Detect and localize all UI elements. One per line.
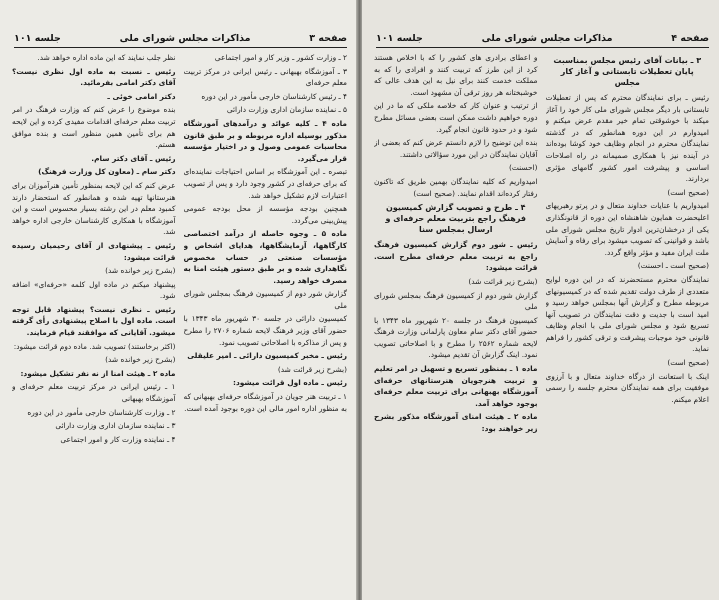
text-paragraph: ۱ ـ رئیس ایرانی در مرکز تربیت معلم حرفه‌ای و آموزشگاه بهبهانی: [12, 382, 176, 404]
text-paragraph: نمایندگان محترم مستحضرند که در این دوره لوایح متعددی از طرف دولت تقدیم شده که در کمیسیونهای مربوطه مطرح و گزارش آنها بمجلس خواهد رسید و امید است با جدیت و دقت نمایندگان در تصویب آنها تسریع شود و مجلس شورای ملی با انجام وظایف قانونی خود موجبات پیشرفت و ترقی کشور را فراهم نماید.: [545, 274, 709, 354]
text-paragraph: کمیسیون دارائی در جلسه ۳۰ شهریور ماه ۱۳۴۳ با حضور آقای وزیر فرهنگ لایحه شماره ۲۷۰۶ را مطرح و پس از مذاکره با اصلاحاتی تصویب نمود.: [183, 314, 347, 347]
right-page-col-right: [546, 52, 710, 600]
text-paragraph: (صحیح است): [667, 358, 709, 368]
header-rule: [376, 47, 709, 48]
speaker-paragraph: رئیس ـ ماده اول قرائت میشود:: [233, 378, 347, 388]
text-paragraph: بنده موضوع را عرض کنم که وزارت فرهنگ در امر تربیت معلم حرفه‌ای اقدامات مفیدی کرده و این لایحه هم برای تأمین همین منظور است و بنده موافق هستم.: [12, 105, 176, 150]
text-paragraph: (بشرح زیر قرائت شد): [277, 364, 347, 374]
text-paragraph: پیشنهاد میکنم در ماده اول کلمه «حرفه‌ای» اضافه شود.: [12, 279, 176, 301]
text-paragraph: امیدواریم با عنایات خداوند متعال و در پرتو رهبریهای اعلیحضرت همایون شاهنشاه این دوره از قانونگذاری یکی از درخشان‌ترین ادوار تاریخ مجلس شورای ملی باشد و قوانینی که تصویب میشود برای رفاه و آسایش ملت ایران مفید و مؤثر واقع گردد.: [545, 201, 709, 257]
left-page-header: [14, 30, 347, 46]
text-paragraph: بنده این توضیح را لازم دانستم عرض کنم که بعضی از آقایان نمایندگان در این مورد سؤالاتی داشتند.: [374, 138, 538, 159]
article-paragraph: ماده ۵ ـ وجوه حاصله از درآمد اختصاصی کارگاهها، آزمایشگاهها، هدایای اشخاص و مؤسسات صنعتی در حساب مخصوص نگاهداری شده و بر طبق دستور هیئت امنا به مصرف خواهد رسید.: [183, 229, 347, 285]
speaker-paragraph: رئیس ـ مخبر کمیسیون دارائی ـ امیر علیقلی: [187, 351, 347, 361]
speaker-paragraph: رئیس ـ نسبت به ماده اول نظری نیست؟ آقای دکتر امامی بفرمائید.: [12, 66, 176, 88]
text-paragraph: (احسنت): [509, 163, 538, 173]
speaker-paragraph: دکتر امامی خوئی ـ: [107, 91, 176, 101]
text-paragraph: (بشرح زیر خوانده شد): [105, 266, 176, 276]
text-paragraph: ۵ ـ نماینده سازمان اداری وزارت دارائی: [226, 105, 347, 115]
article-paragraph: ماده ۲ ـ هیئت امنا از نه نفر تشکیل میشود:: [20, 368, 176, 378]
text-paragraph: تبصره ـ این آموزشگاه بر اساس احتیاجات نماینده‌ای که برای حرفه‌ای در کشور وجود دارد و پس از تصویب اعتبارات لازم تشکیل خواهد شد.: [183, 167, 347, 200]
speaker-paragraph: رئیس ـ پیشنهادی از آقای رحیمیان رسیده قرائت میشود:: [12, 240, 176, 262]
article-paragraph: ماده ۱ ـ بمنظور تسریع و تسهیل در امر تعلیم و تربیت هنرجویان هنرستانهای حرفه‌ای آموزشگاه بهبهانی برای تربیت معلم حرفه‌ای بوجود خواهد آمد.: [374, 364, 538, 408]
right-page-session: جلسه ۱۰۱: [376, 32, 423, 44]
left-page-col-left: [12, 52, 176, 600]
left-page-number: صفحه ۳: [309, 32, 347, 44]
speaker-paragraph: رئیس ـ شور دوم گزارش کمیسیون فرهنگ راجع به تربیت معلم حرفه‌ای مطرح است. قرائت میشود:: [374, 240, 538, 273]
text-paragraph: (بشرح زیر قرائت شد): [468, 276, 538, 286]
left-page: [0, 0, 357, 600]
text-paragraph: (اکثر برخاستند) تصویب شد. ماده دوم قرائت میشود:: [13, 341, 176, 351]
text-paragraph: رئیس ـ برای نمایندگان محترم که پس از تعطیلات تابستانی بار دیگر مجلس شورای ملی کار خود را آغاز میکند با خوشوقتی تمام خیر مقدم عرض میکنم و امیدوارم در این دوره همانطور که در گذشته نمایندگان محترم در انجام وظایف خود کوشا بوده‌اند در آینده نیز با همکاری صمیمانه در راه اصلاحات اساسی و پیشرفت امور کشور گامهای مؤثری بردارند.: [545, 93, 709, 184]
left-page-session: جلسه ۱۰۱: [14, 32, 61, 44]
text-paragraph: همچنین بودجه مؤسسه از محل بودجه عمومی پیش‌بینی می‌گردد.: [183, 204, 347, 225]
header-rule: [14, 47, 347, 48]
right-page-columns: [374, 52, 709, 600]
text-paragraph: ۴ ـ نماینده وزارت کار و امور اجتماعی: [60, 434, 176, 444]
speaker-paragraph: رئیس ـ آقای دکتر سام.: [91, 153, 176, 163]
text-paragraph: (صحیح است ـ احسنت): [637, 261, 709, 271]
text-paragraph: ۳ ـ آموزشگاه بهبهانی ـ رئیس ایرانی در مرکز تربیت معلم حرفه‌ای: [183, 66, 347, 88]
right-page-number: صفحه ۴: [671, 32, 709, 44]
text-paragraph: ۱ ـ تربیت هنر جویان در آموزشگاه حرفه‌ای بهبهانی که به منظور اداره امور مالی این دوره بوجود آمده است.: [183, 392, 347, 413]
right-page-header: [376, 30, 709, 46]
right-page-title: مذاکرات مجلس شورای ملی: [481, 32, 613, 44]
article-paragraph: ماده ۴ ـ کلیه عوائد و درآمدهای آموزشگاه مذکور بوسیله اداره مربوطه و بر طبق قانون محاسبات عمومی وصول و در اختیار مؤسسه قرار می‌گیرد.: [183, 118, 347, 163]
text-paragraph: گزارش شور دوم از کمیسیون فرهنگ بمجلس شورای ملی: [374, 290, 538, 312]
text-paragraph: و اعطای برادری های کشور را که با اخلاص هستند کرد از این طرز که تربیت کنند و افرادی را که به مملکت خدمت کنند برای نیل به این هدف عالی که خوشبختانه هر روز ترقی آن مشهود است.: [374, 53, 538, 97]
left-page-title: مذاکرات مجلس شورای ملی: [119, 32, 251, 44]
left-page-columns: [12, 52, 347, 600]
text-paragraph: اینک با استعانت از درگاه خداوند متعال و با آرزوی موفقیت برای همه نمایندگان محترم جلسه را رسمی اعلام میکنم.: [545, 371, 709, 404]
speaker-paragraph: رئیس ـ نظری نیست؟ پیشنهاد قابل توجه است. ماده اول با اصلاح پیشنهادی رأی گرفته میشود. آقایانی که موافقند قیام فرمایند.: [12, 304, 176, 338]
right-page: [362, 0, 719, 600]
text-paragraph: از ترتیب و عنوان کار که خلاصه ملکی که ما در این دوره خواهیم داشت ممکن است بعضی مسائل مطرح شود و در حدود قانون انجام گیرد.: [374, 101, 538, 134]
text-paragraph: عرض کنم که این لایحه بمنظور تأمین هنرآموزان برای هنرستانها تهیه شده و همانطور که استحضار دارند کمبود معلم در این رشته بسیار محسوس است و این آموزشگاه با همکاری کارشناسان خارجی اداره خواهد شد.: [12, 180, 176, 237]
text-paragraph: امیدواریم که کلیه نمایندگان بهمین طریق که تاکنون رفتار کرده‌اند اقدام نمایند. (صحیح است): [374, 176, 538, 198]
section-heading: ۴ ـ طرح و تصویب گزارش کمیسیون فرهنگ راجع بتربیت معلم حرفه‌ای و ارسال بمجلس سنا: [385, 203, 527, 235]
text-paragraph: (صحیح است): [667, 187, 709, 197]
text-paragraph: ۲ ـ وزارت کشور ـ وزیر کار و امور اجتماعی: [214, 53, 347, 62]
text-paragraph: ۴ ـ رئیس کارشناسان خارجی مأمور در این دوره: [201, 91, 347, 101]
text-paragraph: نظر جلب نمایند که این ماده اداره خواهد شد.: [37, 53, 176, 62]
section-heading: ۳ ـ بیانات آقای رئیس مجلس بمناسبت پایان تعطیلات تابستانی و آغاز کار مجلس: [553, 56, 702, 87]
left-page-col-right: [184, 52, 348, 600]
text-paragraph: گزارش شور دوم از کمیسیون فرهنگ بمجلس شورای ملی: [183, 289, 347, 310]
text-paragraph: ۲ ـ وزارت کارشناسان خارجی مأمور در این دوره: [27, 407, 176, 417]
text-paragraph: کمیسیون فرهنگ در جلسه ۲۰ شهریور ماه ۱۳۴۳ با حضور آقای دکتر سام معاون پارلمانی وزارت فرهنگ لایحه شماره ۲۵۶۲ را مطرح و با اصلاحاتی تصویب نمود. اینک گزارش آن تقدیم میشود.: [374, 315, 538, 360]
article-paragraph: ماده ۲ ـ هیئت امنای آموزشگاه مذکور بشرح زیر خواهند بود:: [374, 412, 538, 434]
text-paragraph: (بشرح زیر خوانده شد): [105, 355, 176, 365]
text-paragraph: ۳ ـ نماینده سازمان اداری وزارت دارائی: [55, 421, 176, 431]
speaker-paragraph: دکتر سام ـ (معاون کل وزارت فرهنگ): [38, 167, 176, 177]
right-page-col-left: [374, 52, 538, 600]
